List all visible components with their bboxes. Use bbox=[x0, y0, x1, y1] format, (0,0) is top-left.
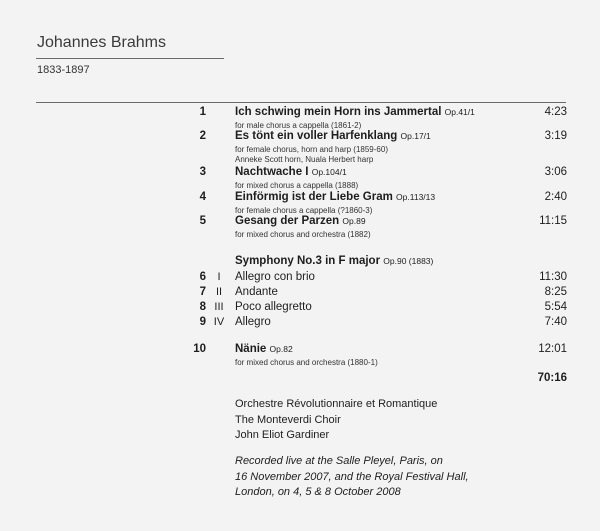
tracklist-rule bbox=[36, 102, 566, 103]
total-duration: 70:16 bbox=[537, 372, 567, 384]
track-number: 3 bbox=[199, 166, 206, 178]
track-number: 8 bbox=[199, 301, 206, 313]
recording-line: London, on 4, 5 & 8 October 2008 bbox=[235, 486, 401, 498]
track-title: Einförmig ist der Liebe Gram Op.113/13 bbox=[235, 191, 436, 203]
track-title: Nänie Op.82 bbox=[235, 343, 293, 355]
track-duration: 11:30 bbox=[539, 271, 567, 283]
track-subtitle: for female chorus, horn and harp (1859-60) bbox=[235, 145, 388, 154]
track-duration: 3:19 bbox=[544, 130, 567, 142]
track-subtitle: for male chorus a cappella (1861-2) bbox=[235, 121, 362, 130]
recording-line: 16 November 2007, and the Royal Festival Hall, bbox=[235, 470, 469, 483]
recording-line: Recorded live at the Salle Pleyel, Paris, on bbox=[235, 455, 443, 467]
track-subtitle: for mixed chorus a cappella (1888) bbox=[235, 181, 359, 190]
track-number: 5 bbox=[199, 215, 206, 227]
movement-title: Andante bbox=[235, 286, 278, 298]
track-number: 6 bbox=[199, 271, 206, 283]
track-duration: 12:01 bbox=[538, 343, 567, 355]
track-title: Nachtwache I Op.104/1 bbox=[235, 166, 347, 178]
track-subtitle: for mixed chorus and orchestra (1880-1) bbox=[235, 358, 378, 367]
track-duration: 3:06 bbox=[544, 166, 567, 178]
track-number: 1 bbox=[199, 106, 206, 118]
track-title: Gesang der Parzen Op.89 bbox=[235, 215, 366, 227]
composer-name: Johannes Brahms bbox=[37, 34, 166, 51]
credit-choir: The Monteverdi Choir bbox=[235, 413, 341, 426]
track-duration: 5:54 bbox=[544, 301, 567, 313]
movement-title: Poco allegretto bbox=[235, 301, 312, 313]
track-subtitle: for mixed chorus and orchestra (1882) bbox=[235, 230, 371, 239]
track-number: 7 bbox=[199, 286, 206, 298]
movement-numeral: I bbox=[217, 271, 221, 283]
movement-numeral: III bbox=[214, 301, 224, 313]
track-number: 4 bbox=[199, 191, 206, 203]
track-number: 9 bbox=[199, 316, 206, 328]
credit-orchestra: Orchestre Révolutionnaire et Romantique bbox=[235, 398, 438, 410]
track-number: 10 bbox=[193, 343, 206, 355]
header-rule bbox=[36, 58, 224, 59]
movement-title: Allegro con brio bbox=[235, 271, 315, 283]
track-duration: 8:25 bbox=[544, 286, 567, 298]
movement-numeral: IV bbox=[213, 316, 225, 328]
recording-note bbox=[235, 454, 469, 501]
track-performers: Anneke Scott horn, Nuala Herbert harp bbox=[235, 155, 374, 164]
track-number: 2 bbox=[199, 130, 206, 142]
track-title: Ich schwing mein Horn ins Jammertal Op.41/1 bbox=[235, 106, 475, 118]
track-duration: 4:23 bbox=[544, 106, 567, 118]
movement-numeral: II bbox=[215, 286, 223, 298]
performer-credits bbox=[235, 397, 437, 444]
track-duration: 2:40 bbox=[544, 191, 567, 203]
symphony-opus: Op.90 (1883) bbox=[383, 256, 434, 266]
track-subtitle: for female chorus a cappella (?1860-3) bbox=[235, 206, 373, 215]
credit-conductor: John Eliot Gardiner bbox=[235, 429, 330, 441]
symphony-title: Symphony No.3 in F major bbox=[235, 255, 381, 267]
composer-dates: 1833-1897 bbox=[37, 64, 90, 76]
movement-title: Allegro bbox=[235, 316, 271, 328]
track-title: Es tönt ein voller Harfenklang Op.17/1 bbox=[235, 130, 431, 142]
track-duration: 11:15 bbox=[539, 215, 567, 227]
track-duration: 7:40 bbox=[544, 316, 567, 328]
